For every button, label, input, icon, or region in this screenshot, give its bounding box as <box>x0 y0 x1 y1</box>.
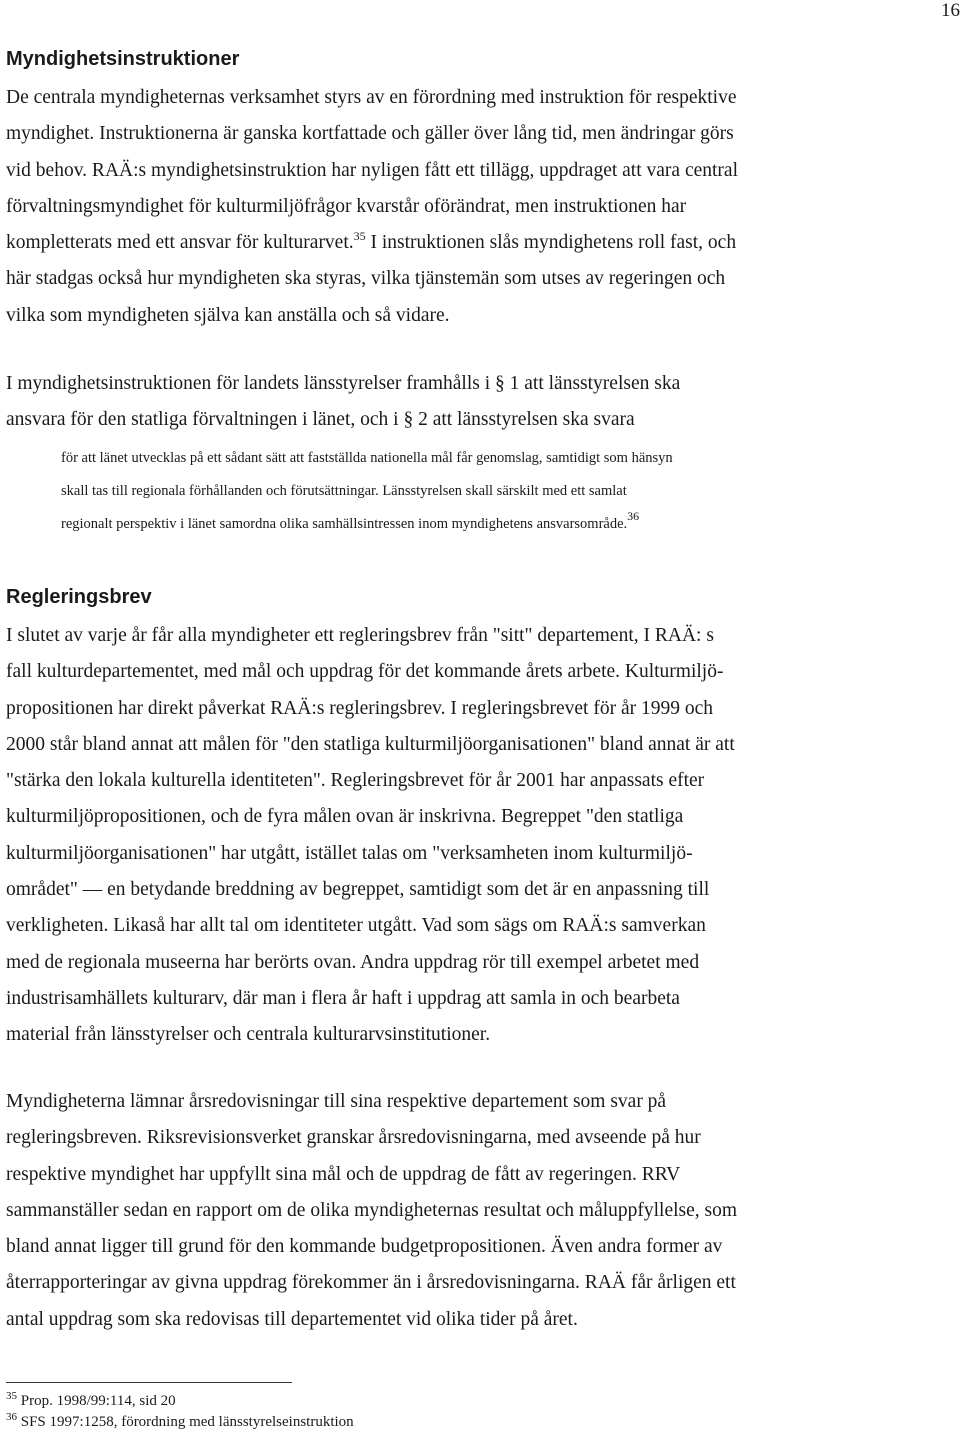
text-line: verkligheten. Likaså har allt tal om identiteter utgått. Vad som sägs om RAÄ:s samverkan <box>6 915 706 937</box>
text-line: fall kulturdepartementet, med mål och uppdrag för det kommande årets arbete. Kulturmiljö- <box>6 661 724 683</box>
paragraph-instruktioner <box>6 80 738 334</box>
text-line: "stärka den lokala kulturella identiteten". Regleringsbrevet för år 2001 har anpassats efter <box>6 770 705 792</box>
paragraph-arsredovisningar <box>6 1084 737 1338</box>
text-line: propositionen har direkt påverkat RAÄ:s regleringsbrev. I regleringsbrevet för år 1999 och <box>6 697 714 719</box>
text-line: 2000 står bland annat att målen för "den statliga kulturmiljöorganisationen" bland annat är att <box>6 733 735 755</box>
text-segment: kompletterats med ett ansvar för kulturarvet. <box>6 232 354 254</box>
text-line: De centrala myndigheternas verksamhet styrs av en förordning med instruktion för respektive <box>6 87 737 108</box>
text-segment: regionalt perspektiv i länet samordna olika samhällsintressen inom myndighetens ansvarsområde. <box>61 516 628 532</box>
footnote-separator <box>6 1382 292 1383</box>
text-line: här stadgas också hur myndigheten ska styras, vilka tjänstemän som utses av regeringen och <box>6 268 726 290</box>
text-line: antal uppdrag som ska redovisas till departementet vid olika tider på året. <box>6 1308 578 1330</box>
footnote-text: Prop. 1998/99:114, sid 20 <box>20 1393 176 1409</box>
footnote-number: 35 <box>6 1390 17 1402</box>
text-line: kulturmiljöorganisationen" har utgått, istället talas om "verksamheten inom kulturmiljö- <box>6 842 693 864</box>
quote-line: för att länet utvecklas på ett sådant sätt att fastställda nationella mål får genomslag, samtidigt som hänsyn <box>61 450 673 466</box>
block-quote <box>61 442 673 541</box>
text-line: vilka som myndigheten själva kan anställa och så vidare. <box>6 304 450 326</box>
text-line: förvaltningsmyndighet för kulturmiljöfrågor kvarstår oförändrat, men instruktionen har <box>6 195 687 217</box>
text-line <box>6 225 738 261</box>
footnote-ref-35: 35 <box>353 229 366 244</box>
footnote-35 <box>6 1392 176 1410</box>
text-line: kulturmiljöpropositionen, och de fyra målen ovan är inskrivna. Begreppet "den statliga <box>6 806 684 828</box>
paragraph-regleringsbrev <box>6 618 735 1054</box>
text-segment: I instruktionen slås myndighetens roll fast, och <box>365 232 737 254</box>
text-line: respektive myndighet har uppfyllt sina mål och de uppdrag de fått av regeringen. RRV <box>6 1163 681 1185</box>
text-line: industrisamhällets kulturarv, där man i flera år haft i uppdrag att samla in och bearbeta <box>6 987 680 1009</box>
footnote-36 <box>6 1413 354 1431</box>
page-number: 16 <box>941 0 960 21</box>
text-line: regleringsbreven. Riksrevisionsverket granskar årsredovisningarna, med avseende på hur <box>6 1127 701 1149</box>
text-line: ansvara för den statliga förvaltningen i länet, och i § 2 att länsstyrelsen ska svara <box>6 409 635 431</box>
text-line: området" — en betydande breddning av begreppet, samtidigt som det är en anpassning till <box>6 879 710 901</box>
text-line: Myndigheterna lämnar årsredovisningar till sina respektive departement som svar på <box>6 1091 667 1112</box>
paragraph-lansstyrelser <box>6 366 680 439</box>
footnote-number: 36 <box>6 1411 17 1423</box>
text-line: I slutet av varje år får alla myndigheter ett regleringsbrev från "sitt" departement, I RAÄ: s <box>6 625 714 646</box>
text-line: bland annat ligger till grund för den kommande budgetpropositionen. Även andra former av <box>6 1236 723 1258</box>
text-line: vid behov. RAÄ:s myndighetsinstruktion har nyligen fått ett tillägg, uppdraget att vara central <box>6 159 738 181</box>
section-heading-myndighetsinstruktioner: Myndighetsinstruktioner <box>6 48 240 70</box>
text-line: med de regionala museerna har berörts ovan. Andra uppdrag rör till exempel arbetet med <box>6 951 700 973</box>
text-line: myndighet. Instruktionerna är ganska kortfattade och gäller över lång tid, men ändringar görs <box>6 123 734 145</box>
text-line: I myndighetsinstruktionen för landets länsstyrelser framhålls i § 1 att länsstyrelsen ska <box>6 373 681 394</box>
section-heading-regleringsbrev: Regleringsbrev <box>6 586 152 608</box>
text-line: material från länsstyrelser och centrala kulturarvsinstitutioner. <box>6 1024 491 1046</box>
text-line: återrapporteringar av givna uppdrag förekommer än i årsredovisningarna. RAÄ får årligen ett <box>6 1272 736 1294</box>
quote-line: skall tas till regionala förhållanden och förutsättningar. Länsstyrelsen skall särskilt med ett samlat <box>61 483 627 499</box>
footnote-ref-36: 36 <box>627 509 640 523</box>
quote-line <box>61 508 673 541</box>
text-line: sammanställer sedan en rapport om de olika myndigheternas resultat och måluppfyllelse, som <box>6 1199 738 1221</box>
footnote-text: SFS 1997:1258, förordning med länsstyrelseinstruktion <box>20 1414 354 1430</box>
